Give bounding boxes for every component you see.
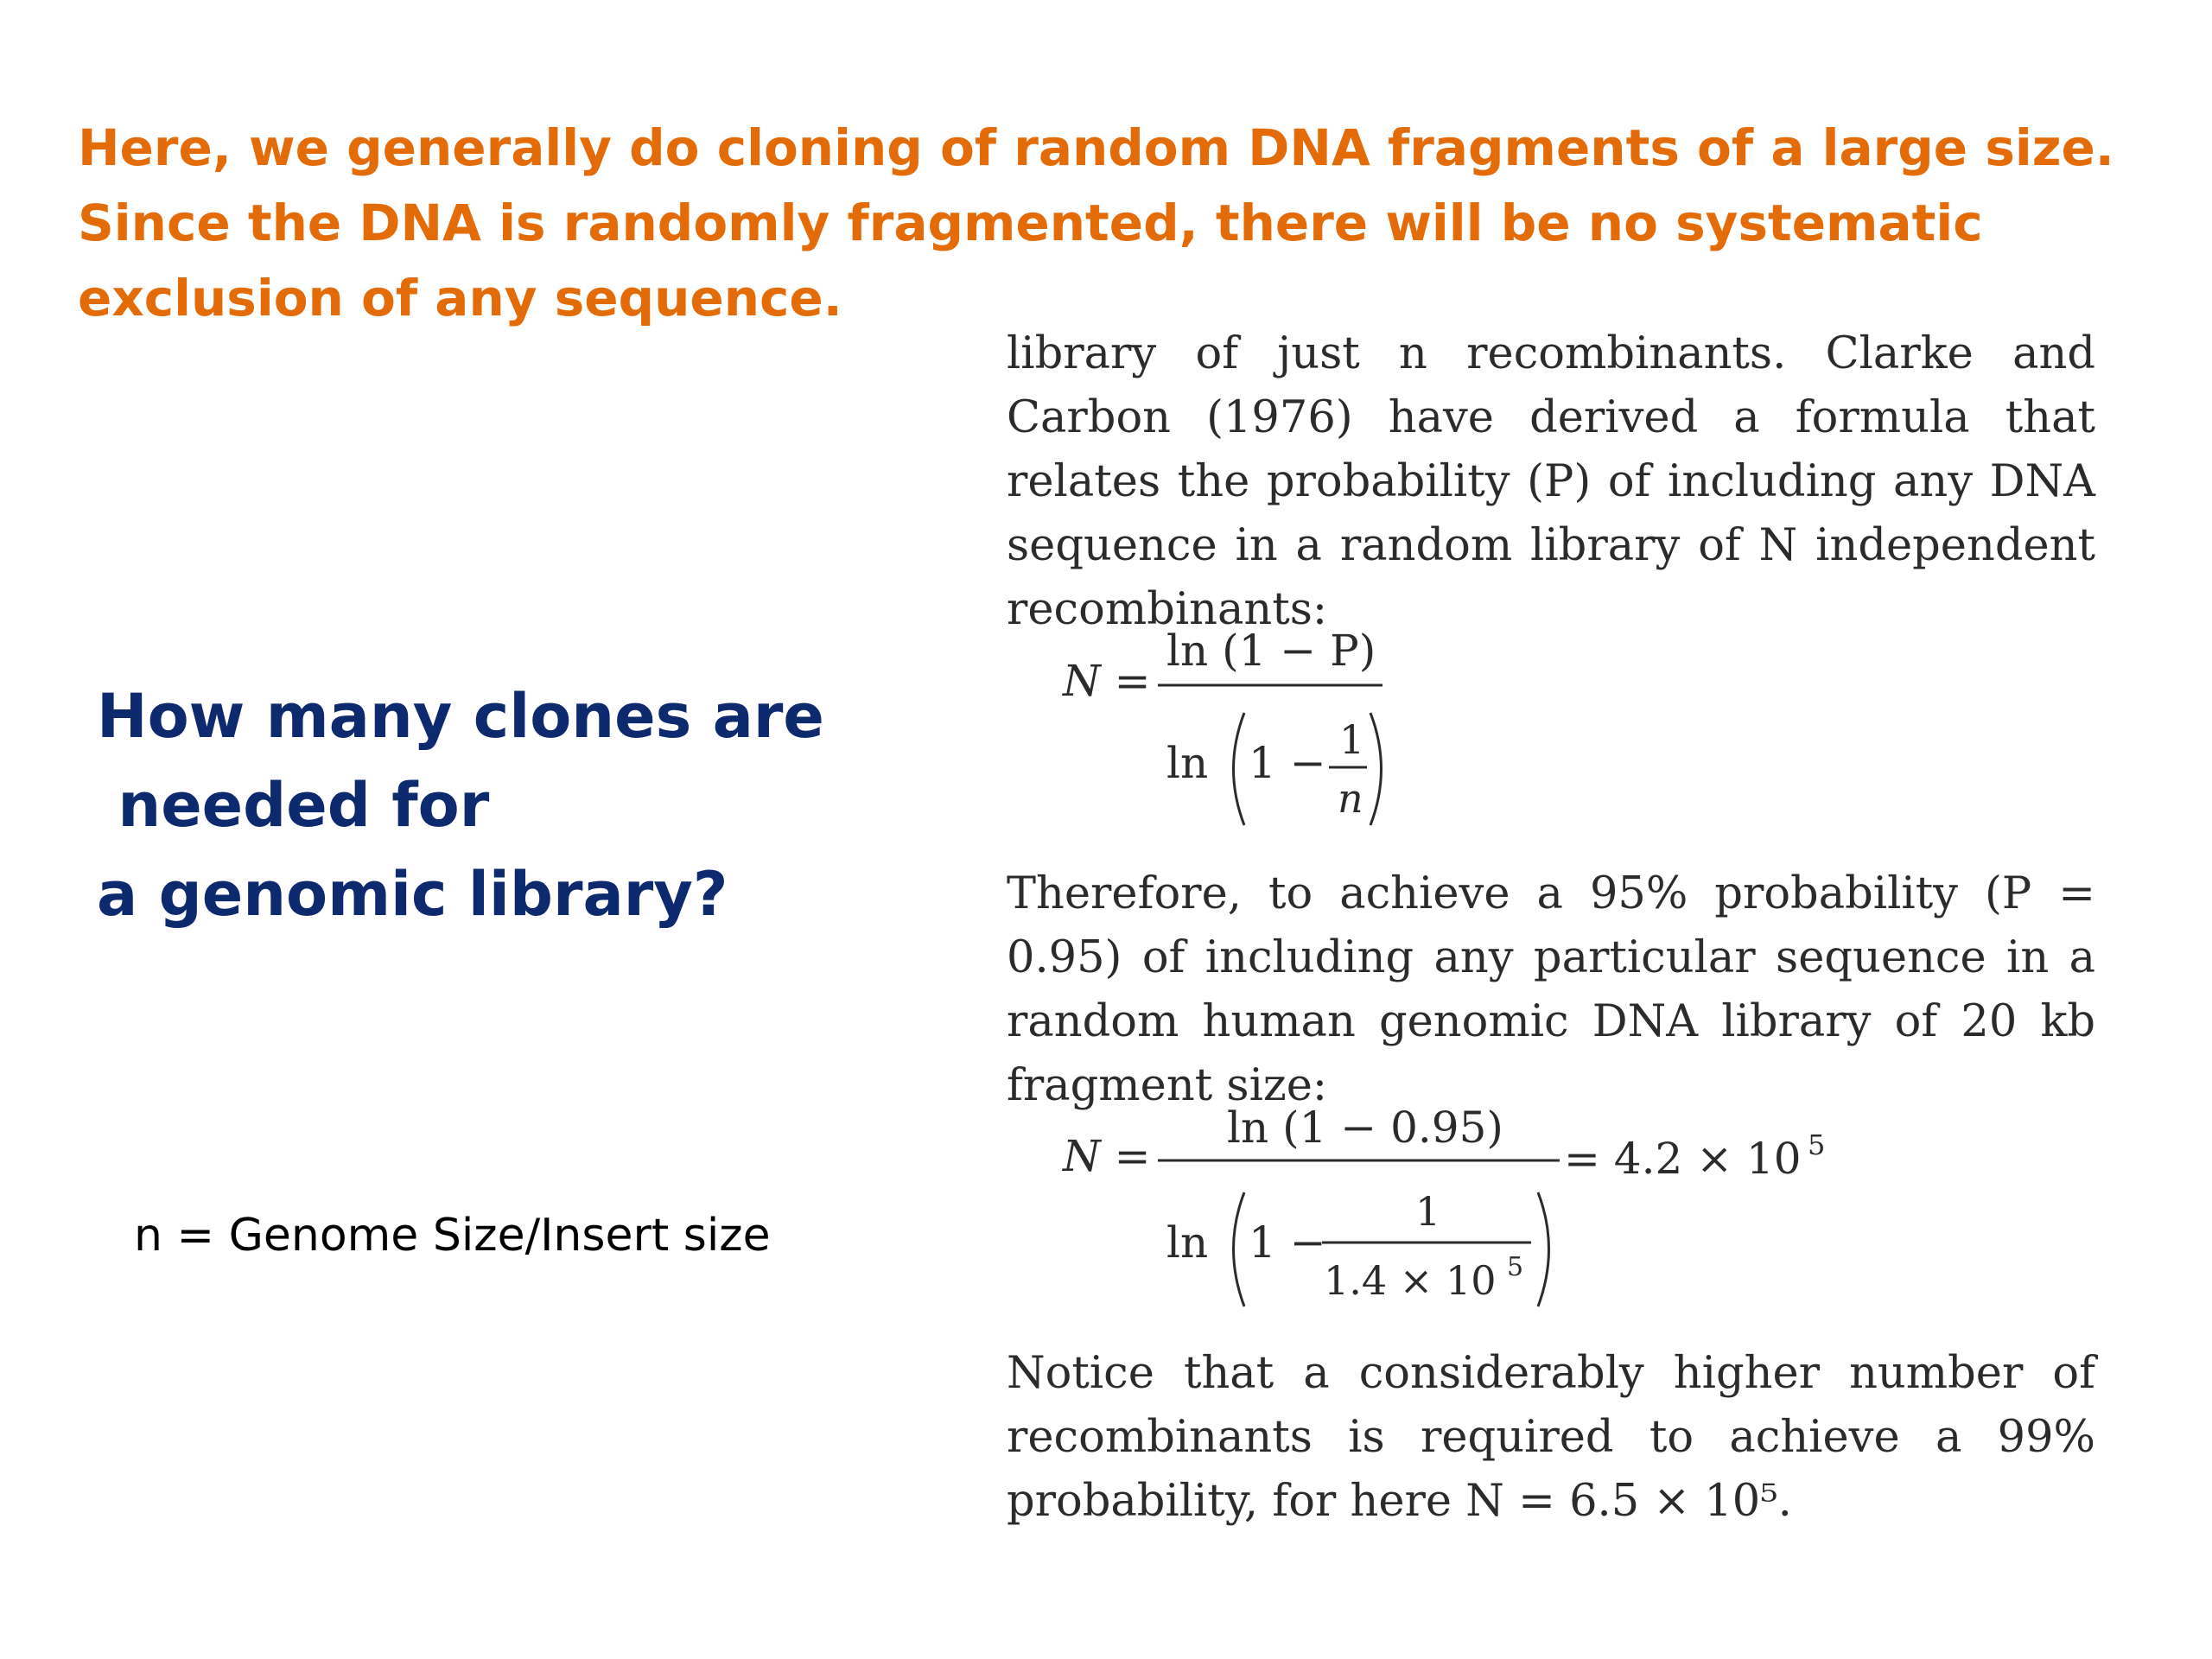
left-paren-icon [1234,1192,1245,1306]
slide-headline: Here, we generally do cloning of random DNA fragments of a large size. Since the DNA is randomly fragmented, there will be no systematic exclusion of any sequence. [78,118,2114,327]
question-heading [97,672,874,939]
formula2-numerator: ln (1 − 0.95) [1227,1103,1503,1153]
excerpt-paragraph-1: library of just n recombinants. Clarke and Carbon (1976) have derived a formula that relates the probability (P) of including any DNA sequence in a random library of N independent recombinants: [1007,328,2095,635]
question-line: How many clones are [97,681,824,752]
formula1-den-one: 1 − [1249,738,1326,788]
formula2-result: = 4.2 × 10 [1564,1134,1802,1184]
question-line: a genomic library? [97,859,728,930]
formula-note: n = Genome Size/Insert size [134,1210,771,1262]
question-line: needed for [97,770,490,841]
formula2-lhs: N = [1063,1131,1151,1181]
right-paren-icon [1370,713,1382,825]
formula1-inner-num: 1 [1339,716,1365,763]
formula2-den-ln: ln [1166,1217,1209,1268]
formula1-den-ln: ln [1166,738,1209,788]
formula2-result-exp: 5 [1808,1128,1826,1161]
excerpt-paragraph-3: Notice that a considerably higher number of recombinants is required to achieve a 99% probability, for here N = 6.5 × 10⁵. [1007,1348,2095,1527]
formula2-inner-num: 1 [1415,1188,1441,1235]
clarke-carbon-formula [1054,605,1417,847]
formula2-inner-den: 1.4 × 10 [1324,1257,1497,1304]
formula1-inner-den: n [1338,775,1363,822]
formula1-lhs: N = [1063,656,1151,706]
left-paren-icon [1234,713,1245,825]
formula2-inner-den-exp: 5 [1507,1252,1524,1282]
excerpt-paragraph-2: Therefore, to achieve a 95% probability (P = 0.95) of including any particular sequence in a random human genomic DNA library of 20 kb fragment size: [1007,868,2095,1111]
formula1-numerator: ln (1 − P) [1166,626,1376,676]
formula2-den-one: 1 − [1249,1217,1326,1268]
right-paren-icon [1538,1192,1549,1306]
worked-example-formula [1054,1080,1858,1331]
